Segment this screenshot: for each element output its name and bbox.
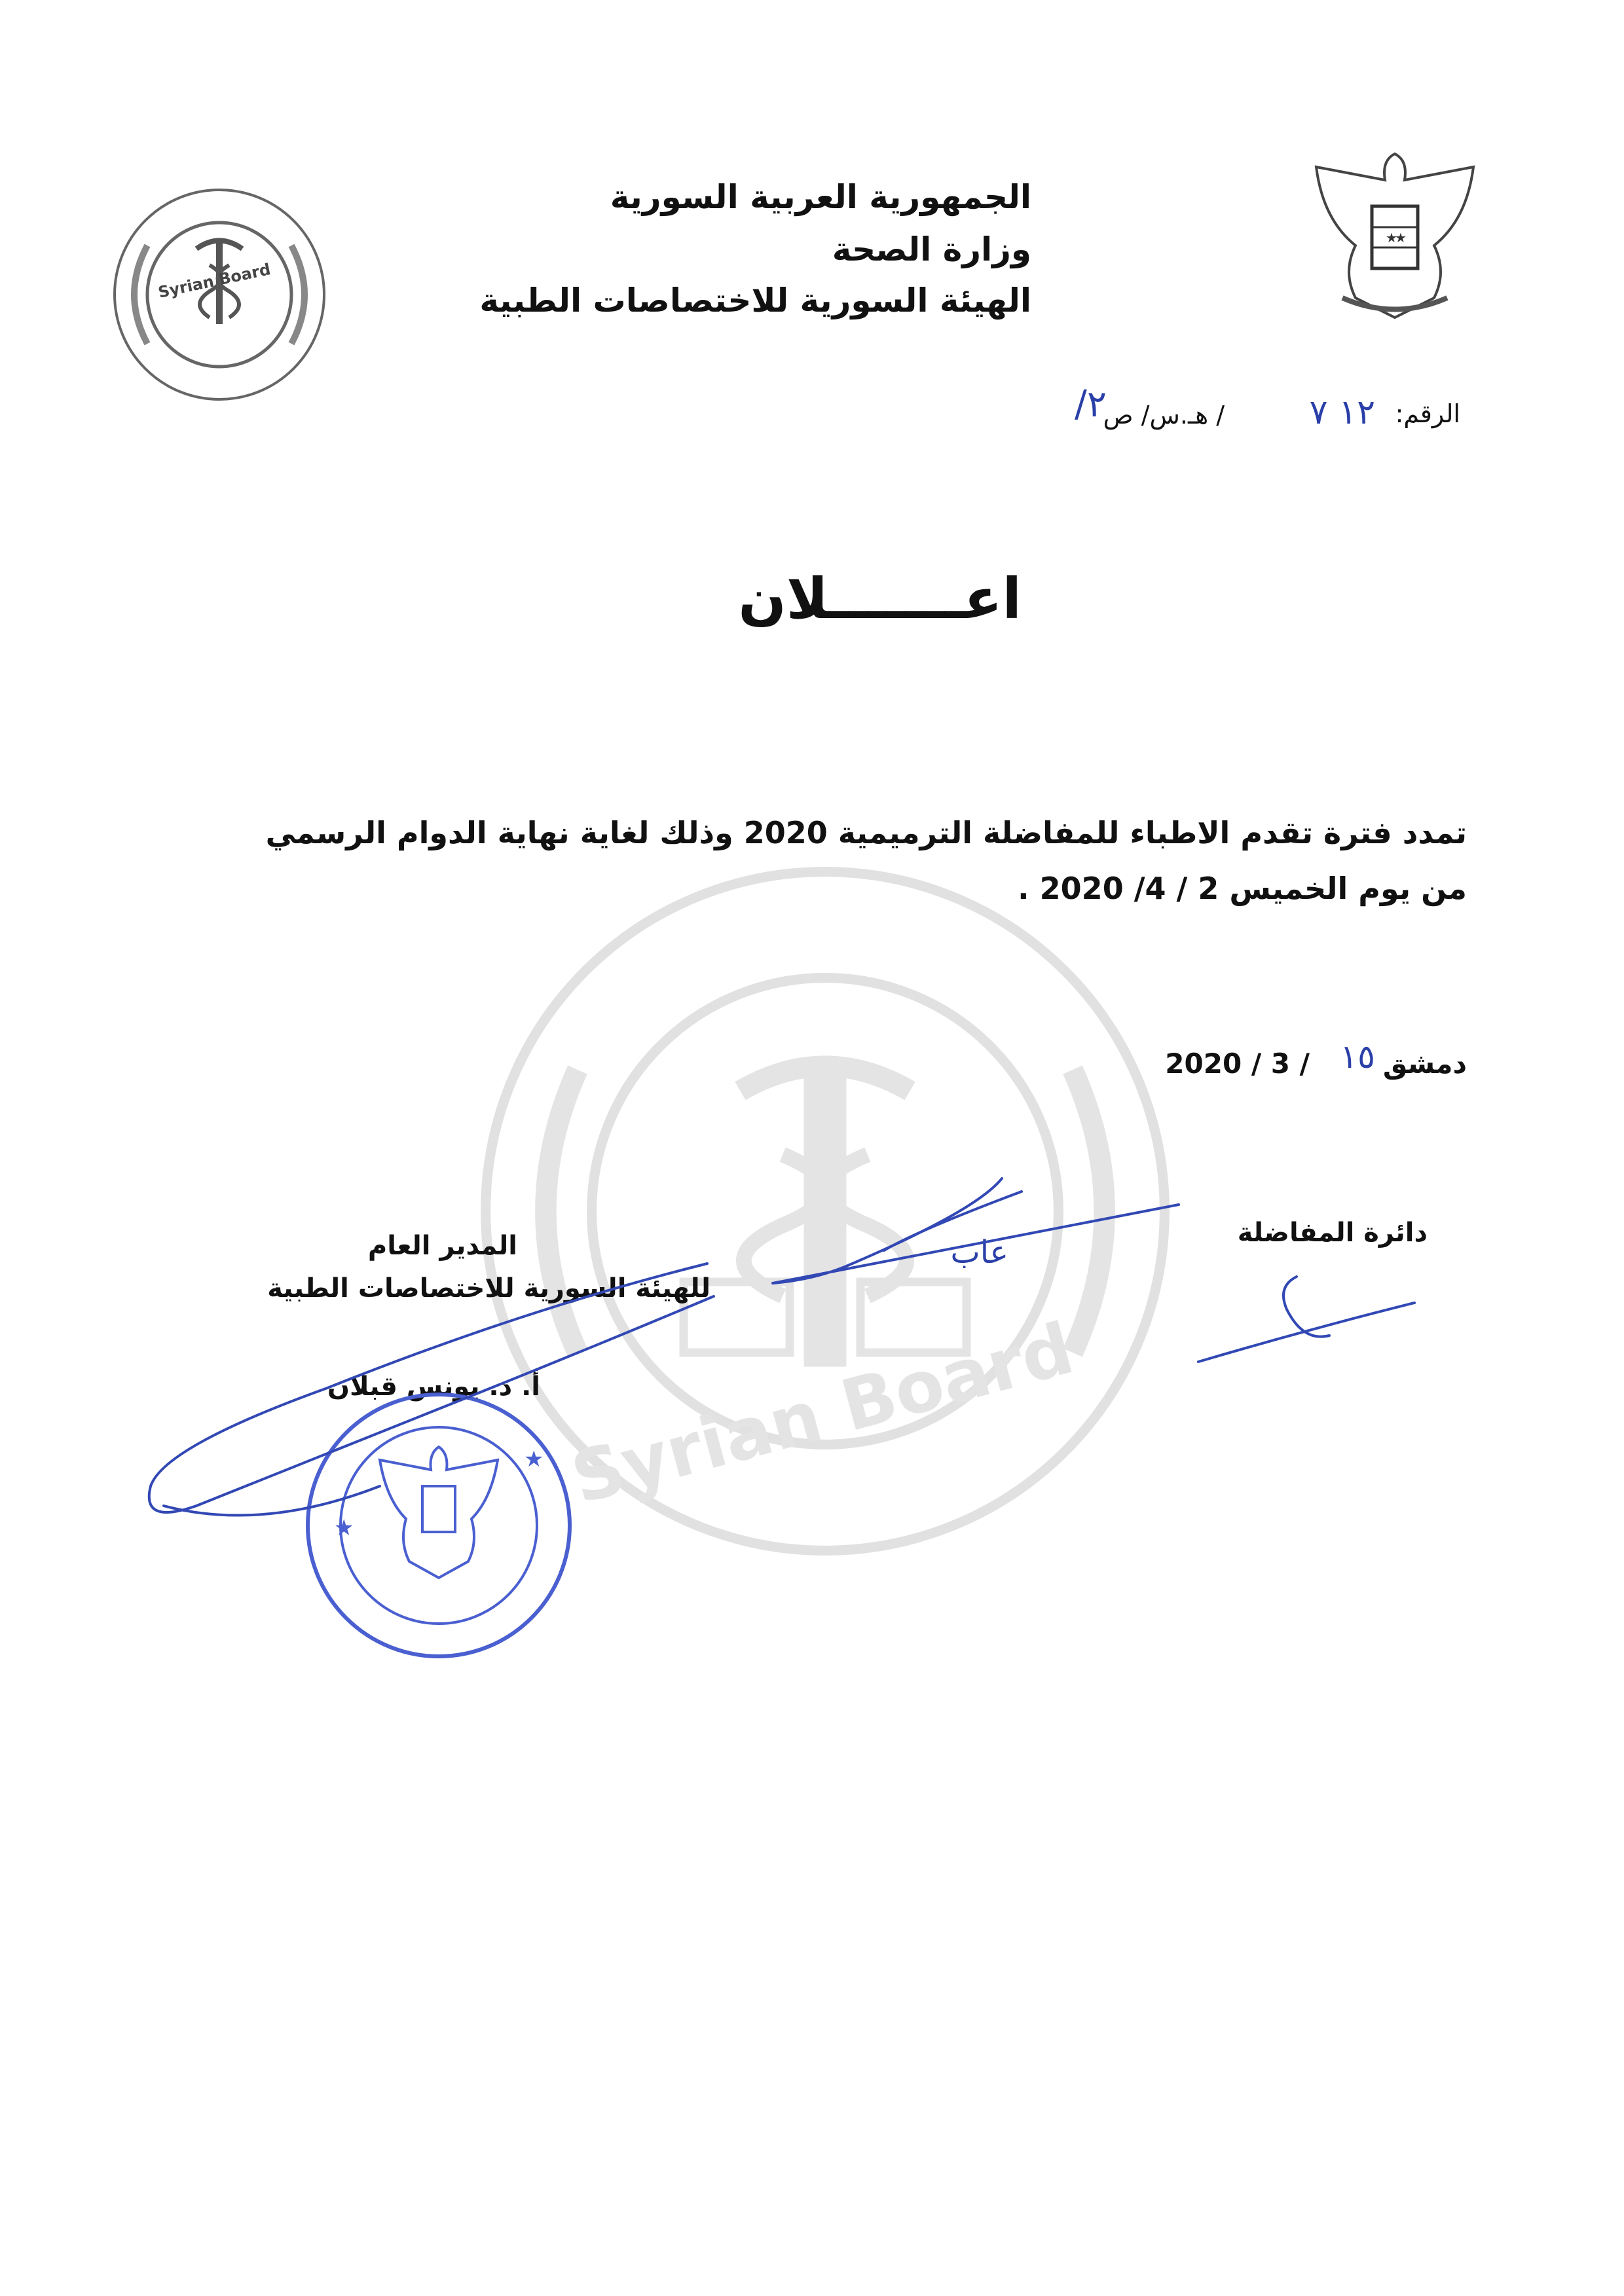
reference-number-handwritten: ١٢ ٧ — [1309, 393, 1375, 432]
body-line-2: من يوم الخميس 2 / 4/ 2020 . — [1018, 871, 1467, 906]
admissions-dept-title: دائرة المفاضلة — [1237, 1218, 1428, 1248]
reference-suffix-handwritten: ٢/ — [1075, 383, 1107, 426]
svg-text:Syrian Board: Syrian Board — [563, 1307, 1082, 1520]
header-ministry: وزارة الصحة — [832, 230, 1031, 268]
header-republic: الجمهورية العربية السورية — [610, 178, 1031, 216]
date-rest: / 3 / 2020 — [1165, 1048, 1310, 1080]
board-logo-text: Syrian Board — [156, 260, 272, 302]
director-title: المدير العام — [367, 1231, 517, 1261]
watermark-board-logo — [471, 858, 1179, 1565]
date-city: دمشق — [1382, 1048, 1467, 1080]
svg-text:★: ★ — [334, 1515, 354, 1541]
announcement-title: اعـــــــلان — [738, 566, 1022, 632]
eagle-emblem-icon — [1303, 141, 1486, 331]
reference-label: الرقم: — [1395, 399, 1460, 428]
svg-text:★: ★ — [524, 1446, 544, 1472]
board-logo — [111, 187, 327, 403]
official-stamp-icon — [301, 1388, 576, 1663]
director-name: أ. د. يونس قبلان — [327, 1372, 540, 1402]
svg-text:★: ★ — [1395, 230, 1407, 246]
body-line-1: تمدد فترة تقدم الاطباء للمفاضلة الترميمية 2020 وذلك لغاية نهاية الدوام الرسمي — [265, 815, 1467, 850]
middle-signature-handwritten: عاب — [950, 1234, 1008, 1271]
date-day-handwritten: ١٥ — [1340, 1038, 1375, 1076]
director-org: للهيئة السورية للاختصاصات الطبية — [267, 1273, 710, 1303]
header-commission: الهيئة السورية للاختصاصات الطبية — [479, 282, 1031, 319]
svg-text:★: ★ — [1386, 230, 1397, 246]
reference-code: / هـ.س/ ص — [1103, 401, 1225, 429]
